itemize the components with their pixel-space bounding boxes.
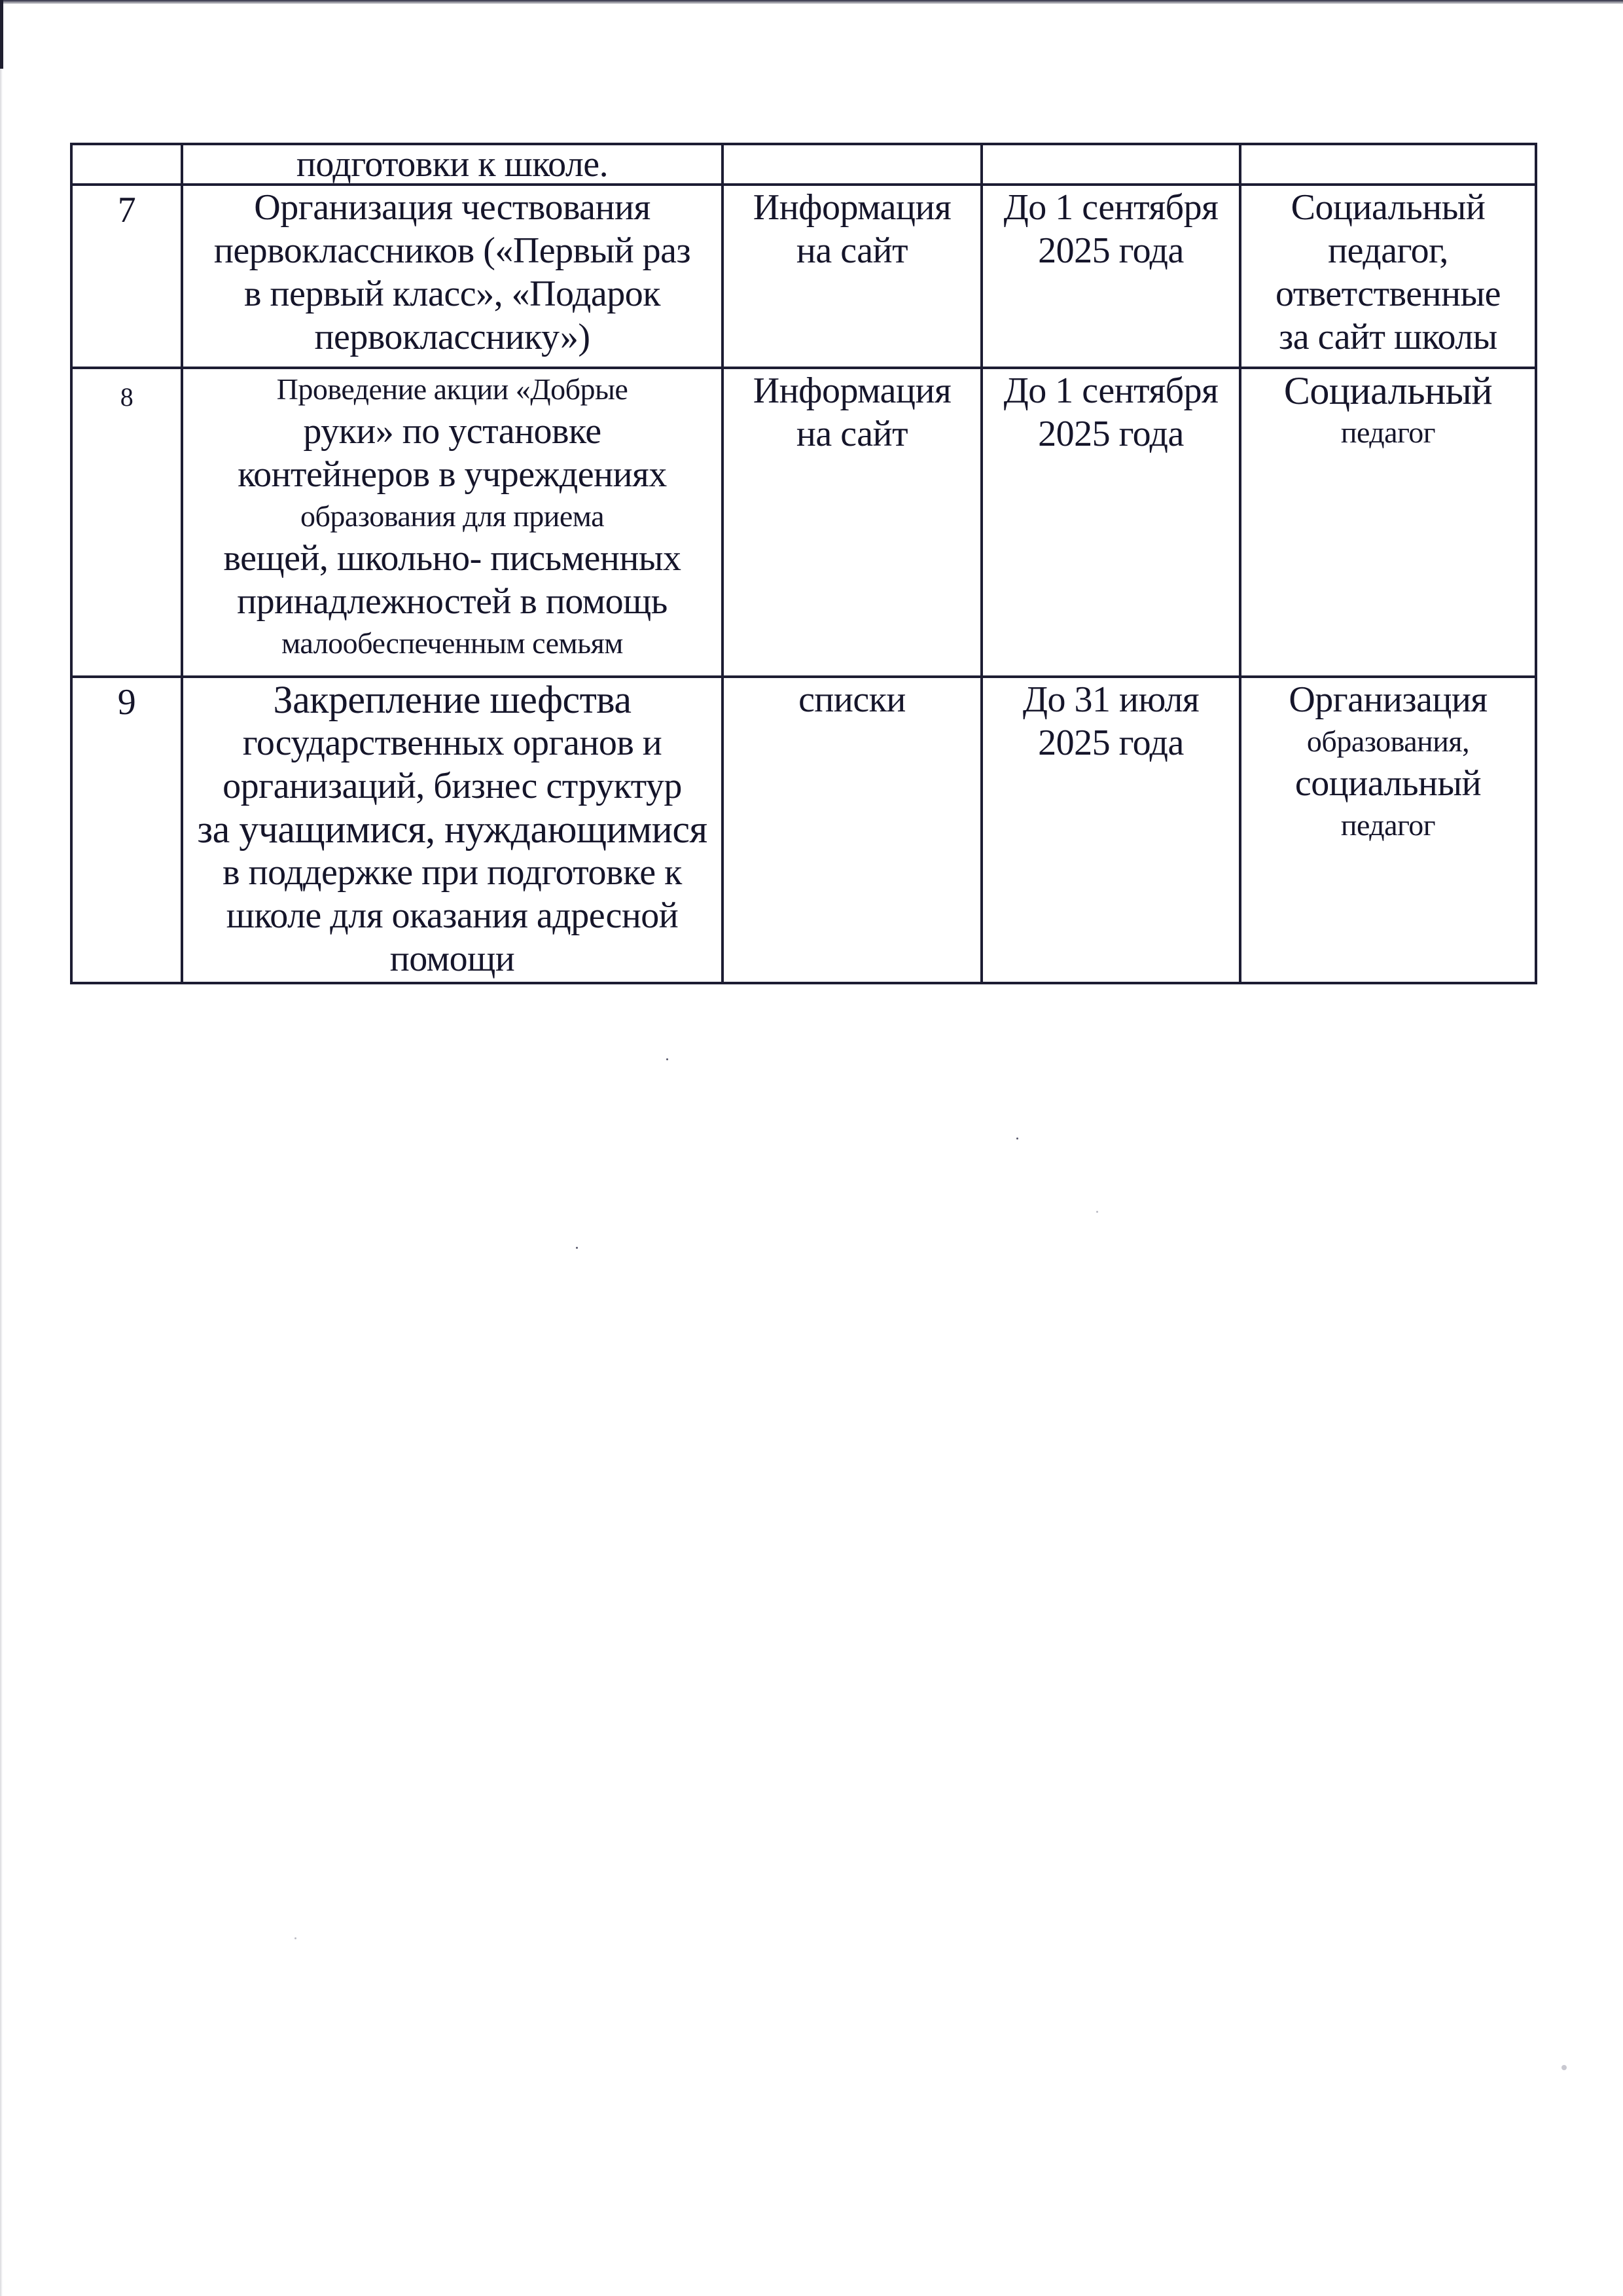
event-line: малообеспеченным семьям: [281, 626, 623, 660]
cell-deadline: [982, 185, 1240, 368]
scan-edge-shadow: [0, 69, 3, 2296]
cell-number: 8: [71, 368, 182, 677]
responsible-line: Социальный: [1291, 187, 1486, 228]
cell-number: 9: [71, 677, 182, 983]
cell-event: [182, 368, 722, 677]
scan-speck: [1096, 1211, 1098, 1213]
responsible-line: педагог: [1340, 808, 1436, 842]
cell-event: [182, 144, 722, 185]
cell-responsible: [1240, 368, 1536, 677]
scan-speck: [1016, 1138, 1018, 1139]
form-line: Информация: [753, 370, 952, 411]
cell-deadline: [982, 677, 1240, 983]
scan-edge-top: [0, 0, 1623, 4]
event-line: организаций, бизнес структур: [223, 766, 682, 806]
table-row-continuation: [71, 144, 1536, 185]
cell-form: [722, 677, 982, 983]
event-line: Организация чествования: [254, 187, 651, 228]
responsible-line: Социальный: [1283, 369, 1493, 412]
cell-event: [182, 677, 722, 983]
action-plan-table: [70, 143, 1537, 984]
event-line: школе для оказания адресной: [226, 895, 679, 936]
cell-responsible: [1240, 677, 1536, 983]
cell-form: [722, 368, 982, 677]
cell-deadline: [982, 144, 1240, 185]
event-line: государственных органов и: [242, 723, 662, 763]
scan-speck: [1561, 2065, 1567, 2070]
event-line: первокласснику»): [314, 317, 590, 357]
cell-responsible: [1240, 144, 1536, 185]
event-line: принадлежностей в помощь: [237, 581, 668, 622]
event-line: за учащимися, нуждающимися: [197, 808, 707, 851]
scan-speck: [294, 1937, 296, 1939]
scan-edge-left: [0, 0, 3, 69]
table-row-7: [71, 185, 1536, 368]
cell-form: [722, 185, 982, 368]
cell-number: 7: [71, 185, 182, 368]
event-line: Проведение акции «Добрые: [276, 372, 628, 406]
responsible-line: образования,: [1306, 725, 1470, 758]
responsible-line: за сайт школы: [1279, 317, 1497, 357]
scan-speck: [576, 1247, 578, 1249]
deadline-line: 2025 года: [1038, 414, 1184, 454]
table-row-9: [71, 677, 1536, 983]
event-line: вещей, школьно- письменных: [223, 538, 681, 579]
cell-form: [722, 144, 982, 185]
event-line: руки» по установке: [303, 411, 601, 452]
responsible-line: педагог: [1340, 416, 1436, 449]
event-line: помощи: [389, 939, 515, 979]
deadline-line: До 31 июля: [1022, 679, 1200, 720]
event-line: подготовки к школе.: [296, 144, 609, 185]
event-line: в поддержке при подготовке к: [223, 852, 682, 893]
form-line: на сайт: [796, 230, 908, 271]
cell-responsible: [1240, 185, 1536, 368]
table-row-8: [71, 368, 1536, 677]
cell-event: [182, 185, 722, 368]
scan-speck: [666, 1058, 668, 1060]
deadline-line: 2025 года: [1038, 723, 1184, 763]
event-line: образования для приема: [300, 499, 605, 533]
responsible-line: социальный: [1294, 763, 1482, 804]
responsible-line: педагог,: [1328, 230, 1448, 271]
responsible-line: ответственные: [1275, 274, 1501, 314]
cell-deadline: [982, 368, 1240, 677]
event-line: контейнеров в учреждениях: [238, 454, 667, 495]
form-line: списки: [798, 679, 906, 720]
cell-number: [71, 144, 182, 185]
event-line: в первый класс», «Подарок: [244, 274, 660, 314]
form-line: Информация: [753, 187, 952, 228]
responsible-line: Организация: [1289, 679, 1488, 720]
deadline-line: До 1 сентября: [1003, 187, 1219, 228]
event-line: Закрепление шефства: [273, 678, 632, 721]
deadline-line: До 1 сентября: [1003, 370, 1219, 411]
deadline-line: 2025 года: [1038, 230, 1184, 271]
event-line: первоклассников («Первый раз: [213, 230, 691, 271]
form-line: на сайт: [796, 414, 908, 454]
